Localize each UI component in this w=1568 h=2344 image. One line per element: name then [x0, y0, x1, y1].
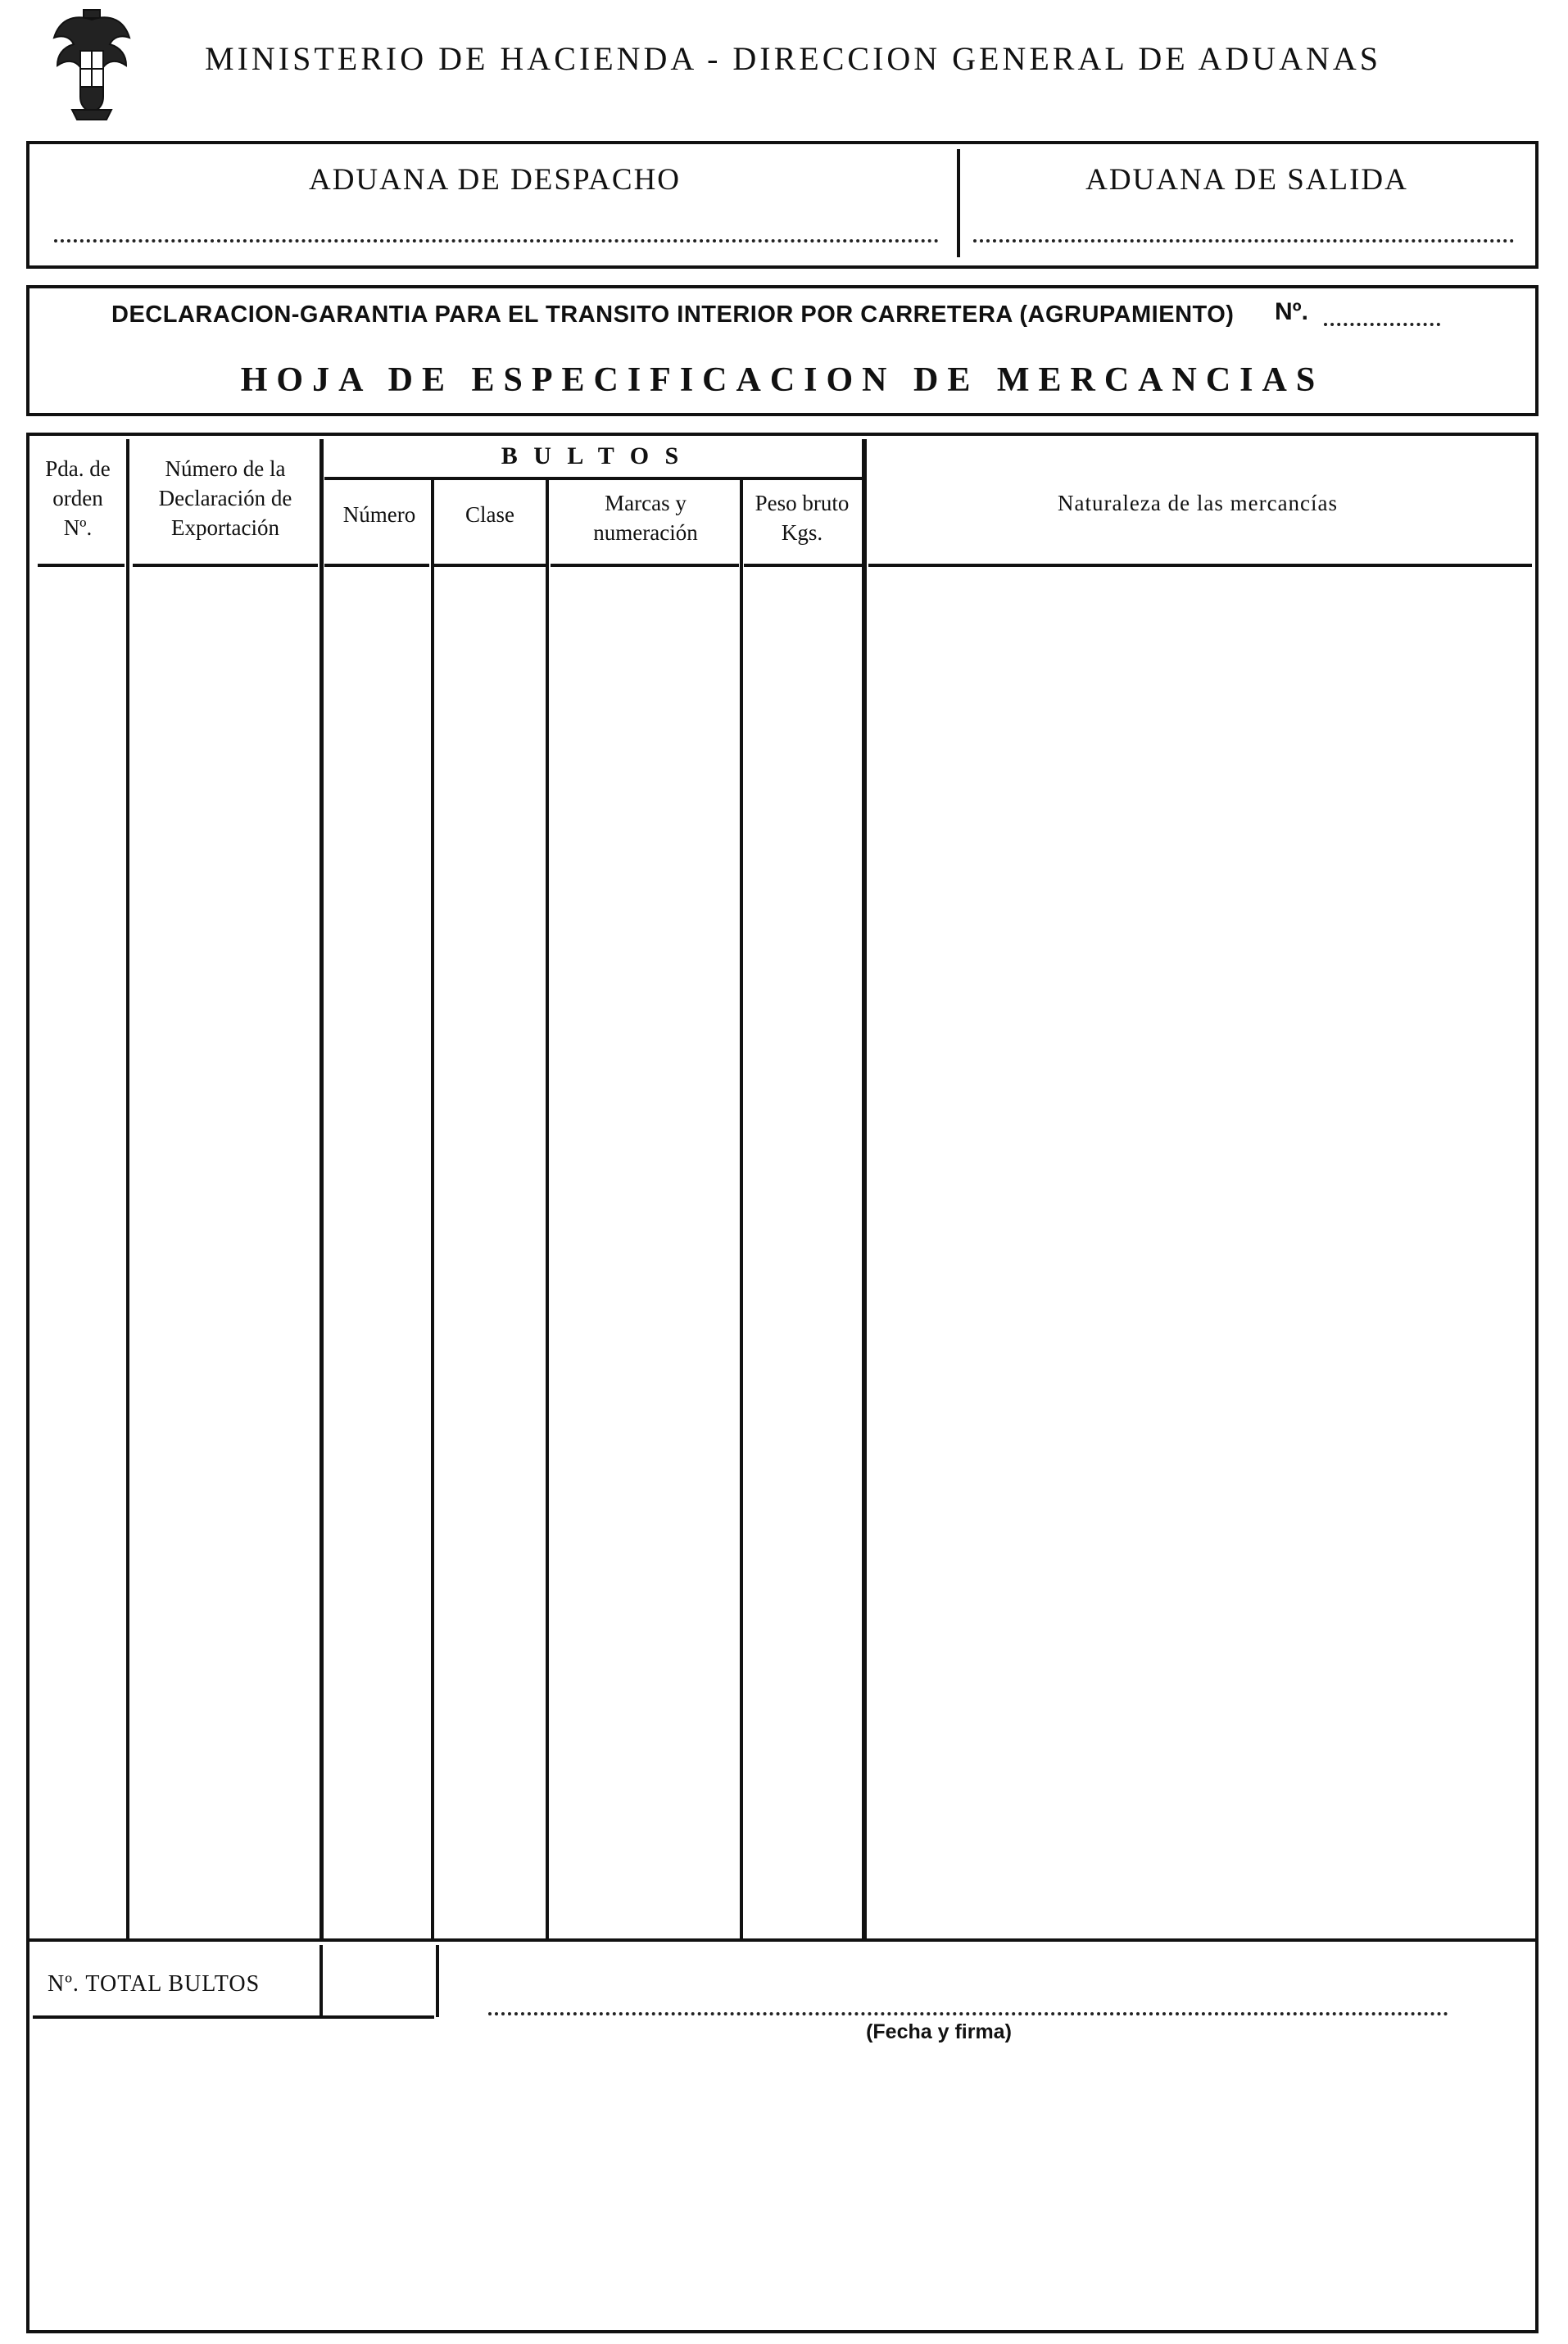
- col-partida-header: [33, 454, 123, 542]
- col-peso-header: [742, 488, 862, 547]
- aduana-despacho-field[interactable]: [54, 239, 939, 243]
- total-bultos-rule: [33, 2015, 434, 2019]
- col-declaracion-line1: Número de la: [165, 456, 286, 481]
- col-peso-line1: Peso bruto: [755, 491, 850, 515]
- signature-field[interactable]: [488, 2012, 1448, 2015]
- divider-numero: [431, 480, 434, 1938]
- table-body-bottom: [29, 1938, 1535, 1942]
- col-partida-line1: Pda. de: [45, 456, 111, 481]
- header-rule-naturaleza: [868, 564, 1532, 567]
- bultos-underline: [324, 477, 862, 480]
- header-rule-clase: [434, 564, 546, 567]
- divider-declaracion: [319, 439, 324, 1938]
- declaration-number-label: Nº.: [1275, 298, 1308, 325]
- divider-marcas: [740, 480, 743, 1938]
- aduana-salida-label: ADUANA DE SALIDA: [1085, 163, 1408, 197]
- divider-peso: [862, 439, 867, 1938]
- col-declaracion-header: [133, 454, 318, 542]
- declaration-number-field[interactable]: [1324, 323, 1440, 326]
- divider-partida: [126, 439, 129, 1938]
- divider-clase: [546, 480, 549, 1938]
- col-partida-line2: orden: [52, 486, 103, 510]
- customs-office-box: [26, 141, 1539, 269]
- header-rule-marcas: [551, 564, 739, 567]
- declaration-line: DECLARACION-GARANTIA PARA EL TRANSITO INTERIOR POR CARRETERA (AGRUPAMIENTO): [111, 302, 1235, 328]
- header-rule-numero: [324, 564, 429, 567]
- total-bultos-label: Nº. TOTAL BULTOS: [48, 1971, 261, 1997]
- col-numero-header: Número: [342, 502, 416, 527]
- col-naturaleza-header: Naturaleza de las mercancías: [1057, 491, 1339, 515]
- goods-table: [26, 433, 1539, 2333]
- col-partida-line3: Nº.: [63, 515, 93, 540]
- header-rule-peso: [744, 564, 862, 567]
- coat-of-arms-icon: [48, 5, 136, 125]
- signature-label: (Fecha y firma): [866, 2020, 1012, 2043]
- col-peso-line2: Kgs.: [781, 520, 823, 545]
- bultos-group-header: B U L T O S: [501, 442, 684, 469]
- col-marcas-line2: numeración: [593, 520, 698, 545]
- col-declaracion-line2: Declaración de: [158, 486, 292, 510]
- sheet-title: HOJA DE ESPECIFICACION DE MERCANCIAS: [240, 361, 1325, 399]
- col-declaracion-line3: Exportación: [171, 515, 279, 540]
- ministry-title: MINISTERIO DE HACIENDA - DIRECCION GENERAL DE ADUANAS: [205, 40, 1382, 77]
- col-clase-header: Clase: [465, 502, 514, 527]
- total-bultos-field[interactable]: [319, 1945, 439, 2017]
- aduana-salida-field[interactable]: [973, 239, 1514, 243]
- header-rule-declaracion: [133, 564, 318, 567]
- aduana-despacho-label: ADUANA DE DESPACHO: [308, 163, 682, 197]
- col-marcas-header: [552, 488, 739, 547]
- col-marcas-line1: Marcas y: [605, 491, 687, 515]
- header-rule-partida: [38, 564, 125, 567]
